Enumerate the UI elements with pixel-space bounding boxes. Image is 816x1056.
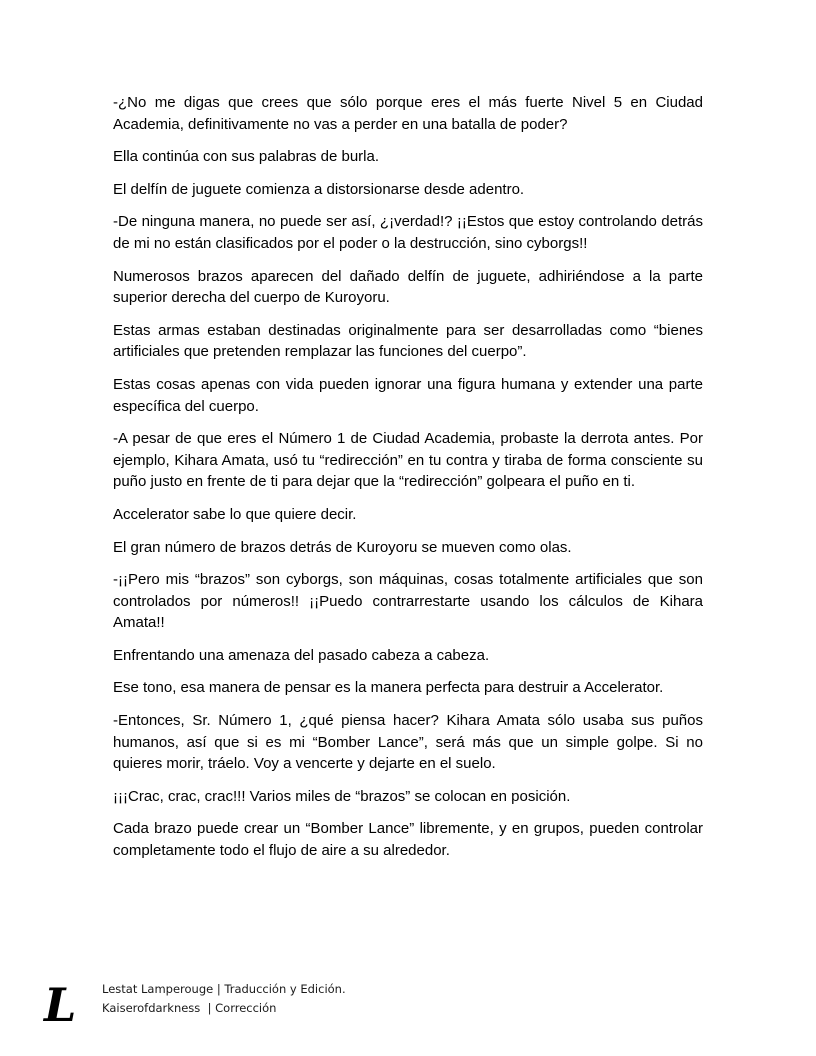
l-logo-icon: L bbox=[44, 978, 77, 1032]
paragraph: Accelerator sabe lo que quiere decir. bbox=[113, 505, 357, 523]
paragraph: Estas armas estaban destinadas originalmente para ser desarrolladas como “bienes artificiales que pretenden remplazar las funciones del cuerpo”. bbox=[113, 321, 703, 361]
paragraph: El gran número de brazos detrás de Kuroyoru se mueven como olas. bbox=[113, 538, 572, 556]
paragraph: Numerosos brazos aparecen del dañado delfín de juguete, adhiriéndose a la parte superior derecha del cuerpo de Kuroyoru. bbox=[113, 267, 703, 307]
document-body bbox=[113, 92, 703, 873]
credit-translation: Lestat Lamperouge | Traducción y Edición. bbox=[102, 982, 346, 996]
paragraph: Estas cosas apenas con vida pueden ignorar una figura humana y extender una parte específica del cuerpo. bbox=[113, 375, 703, 415]
paragraph: -A pesar de que eres el Número 1 de Ciudad Academia, probaste la derrota antes. Por ejemplo, Kihara Amata, usó tu “redirección” en tu contra y tiraba de forma consciente su puño justo en frente de ti para dejar que la “redirección” golpeara el puño en ti. bbox=[113, 430, 703, 491]
paragraph: Ella continúa con sus palabras de burla. bbox=[113, 148, 380, 166]
page-footer bbox=[44, 978, 464, 1032]
paragraph: Cada brazo puede crear un “Bomber Lance” libremente, y en grupos, pueden controlar completamente todo el flujo de aire a su alrededor. bbox=[113, 820, 703, 860]
paragraph: -¡¡Pero mis “brazos” son cyborgs, son máquinas, cosas totalmente artificiales que son controlados por números!! ¡¡Puedo contrarrestarte usando los cálculos de Kihara Amata!! bbox=[113, 571, 703, 632]
paragraph: Enfrentando una amenaza del pasado cabeza a cabeza. bbox=[113, 646, 490, 664]
credit-correction: Kaiserofdarkness | Corrección bbox=[102, 1001, 277, 1015]
paragraph: Ese tono, esa manera de pensar es la manera perfecta para destruir a Accelerator. bbox=[113, 679, 664, 697]
paragraph: -¿No me digas que crees que sólo porque eres el más fuerte Nivel 5 en Ciudad Academia, definitivamente no vas a perder en una batalla de poder? bbox=[113, 94, 703, 133]
paragraph: -Entonces, Sr. Número 1, ¿qué piensa hacer? Kihara Amata sólo usaba sus puños humanos, así que si es mi “Bomber Lance”, será más que un simple golpe. Si no quieres morir, tráelo. Voy a vencerte y dejarte en el suelo. bbox=[113, 712, 703, 773]
paragraph: ¡¡¡Crac, crac, crac!!! Varios miles de “brazos” se colocan en posición. bbox=[113, 787, 571, 805]
paragraph: El delfín de juguete comienza a distorsionarse desde adentro. bbox=[113, 180, 525, 198]
paragraph: -De ninguna manera, no puede ser así, ¿¡verdad!? ¡¡Estos que estoy controlando detrás de mi no están clasificados por el poder o la destrucción, sino cyborgs!! bbox=[113, 213, 703, 252]
credits bbox=[102, 980, 346, 1018]
